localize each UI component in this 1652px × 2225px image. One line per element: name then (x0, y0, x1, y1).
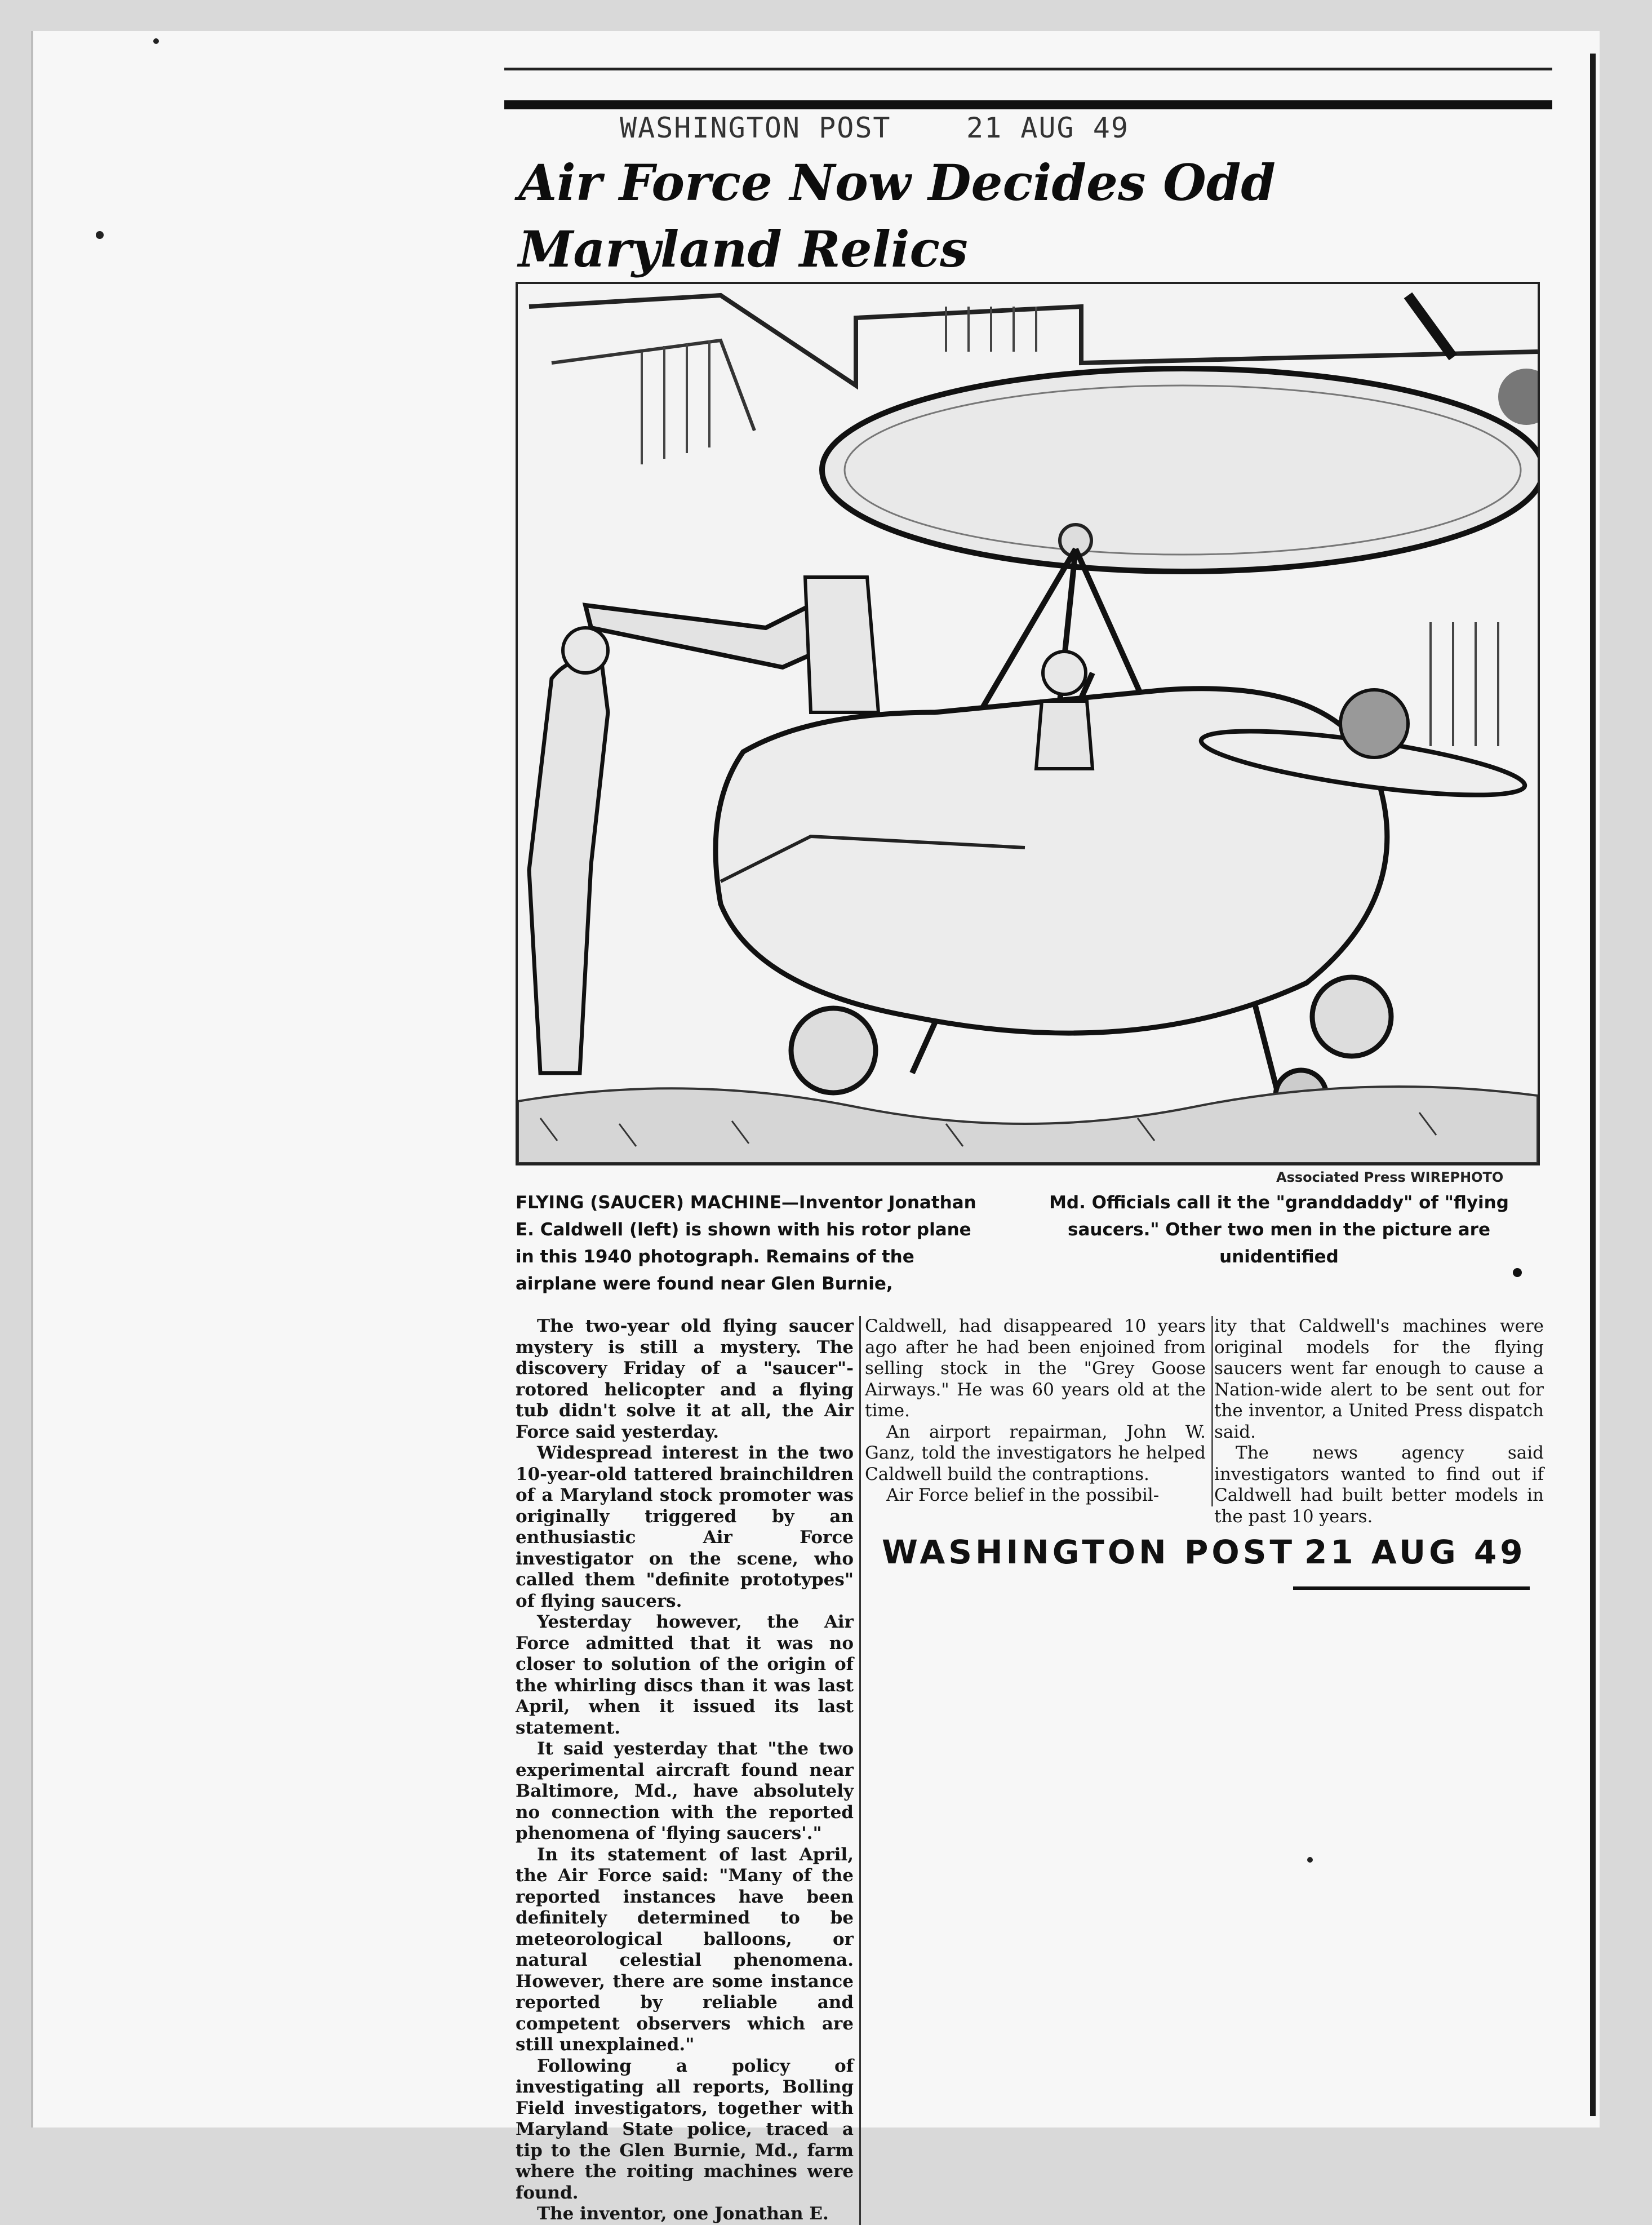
caption-left: FLYING (SAUCER) MACHINE—Inventor Jonathan E. Caldwell (left) is shown with his rotor plane in this 1940 photograph. Remains of the airplane were found near Glen Burnie, (516, 1193, 976, 1294)
paragraph: The inventor, one Jonathan E. (537, 2204, 829, 2224)
handwritten-date: 21 AUG 49 (1304, 1533, 1526, 1571)
stamp-paper: WASHINGTON POST (620, 112, 891, 144)
photo-credit: Associated Press WIREPHOTO (1276, 1169, 1504, 1185)
paragraph: An airport repairman, John W. Ganz, told the investigators he helped Caldwell build the contraptions. (865, 1421, 1206, 1484)
newspaper-clipping (504, 68, 1552, 2224)
paragraph: In its statement of last April, the Air Force said: "Many of the reported instances have been definitely determined to be meteorological balloons, or natural celestial phenomena. However, there are some instance reported by reliable and competent observers which are still unexplained." (516, 1844, 854, 2055)
paragraph: Following a policy of investigating all reports, Bolling Field investigators, together with Maryland State police, traced a tip to the Glen Burnie, Md., farm where the roiting machines were found. (516, 2055, 854, 2203)
rotor-plane-photo (518, 284, 1538, 1163)
top-rule (504, 68, 1552, 70)
handwritten-paper: WASHINGTON POST (882, 1533, 1296, 1571)
paragraph: ity that Caldwell's machines were original models for the flying saucers went far enough to cause a Nation-wide alert to be sent out for the inventor, a United Press dispatch said. (1214, 1316, 1544, 1442)
paragraph: Widespread interest in the two 10-year-old tattered brainchildren of a Maryland stock promoter was originally triggered by an enthusiastic Air Force investigator on the scene, who called them "definite prototypes" of flying saucers. (516, 1443, 854, 1611)
handwritten-underline (1293, 1586, 1530, 1590)
article-column-3 (1214, 1316, 1544, 1527)
top-rule-thick (504, 100, 1552, 109)
caption-right: Md. Officials call it the "granddaddy" of "flying saucers." Other two men in the picture are unidentified (1049, 1193, 1509, 1267)
paragraph: The news agency said investigators wanted to find out if Caldwell had built better models in the past 10 years. (1214, 1443, 1544, 1527)
article-column-2 (865, 1316, 1213, 1506)
article-column-1 (516, 1316, 861, 2225)
paragraph: The two-year old flying saucer mystery is still a mystery. The discovery Friday of a "saucer"-rotored helicopter and a flying tub didn't solve it at all, the Air Force said yesterday. (516, 1316, 854, 1442)
scan-edge (1590, 54, 1596, 2116)
paragraph: Caldwell, had disappeared 10 years ago after he had been enjoined from selling stock in the "Grey Goose Airways." He was 60 years old at the time. (865, 1316, 1206, 1421)
paragraph: Air Force belief in the possibil- (886, 1485, 1160, 1505)
headline-line-1: Air Force Now Decides Odd Maryland Relics (518, 153, 1276, 278)
paragraph: Yesterday however, the Air Force admitted that it was no closer to solution of the origin of the whirling discs than it was last April, when it issued its last statement. (516, 1612, 854, 1738)
news-photo (516, 282, 1540, 1165)
scan-speck (96, 231, 104, 239)
bullet-dot (1513, 1268, 1522, 1277)
scan-speck (1307, 1857, 1313, 1863)
paragraph: It said yesterday that "the two experimental aircraft found near Baltimore, Md., have absolutely no connection with the reported phenomena of 'flying saucers'." (516, 1739, 854, 1843)
scan-speck (153, 38, 159, 44)
stamp-date: 21 AUG 49 (966, 112, 1129, 144)
